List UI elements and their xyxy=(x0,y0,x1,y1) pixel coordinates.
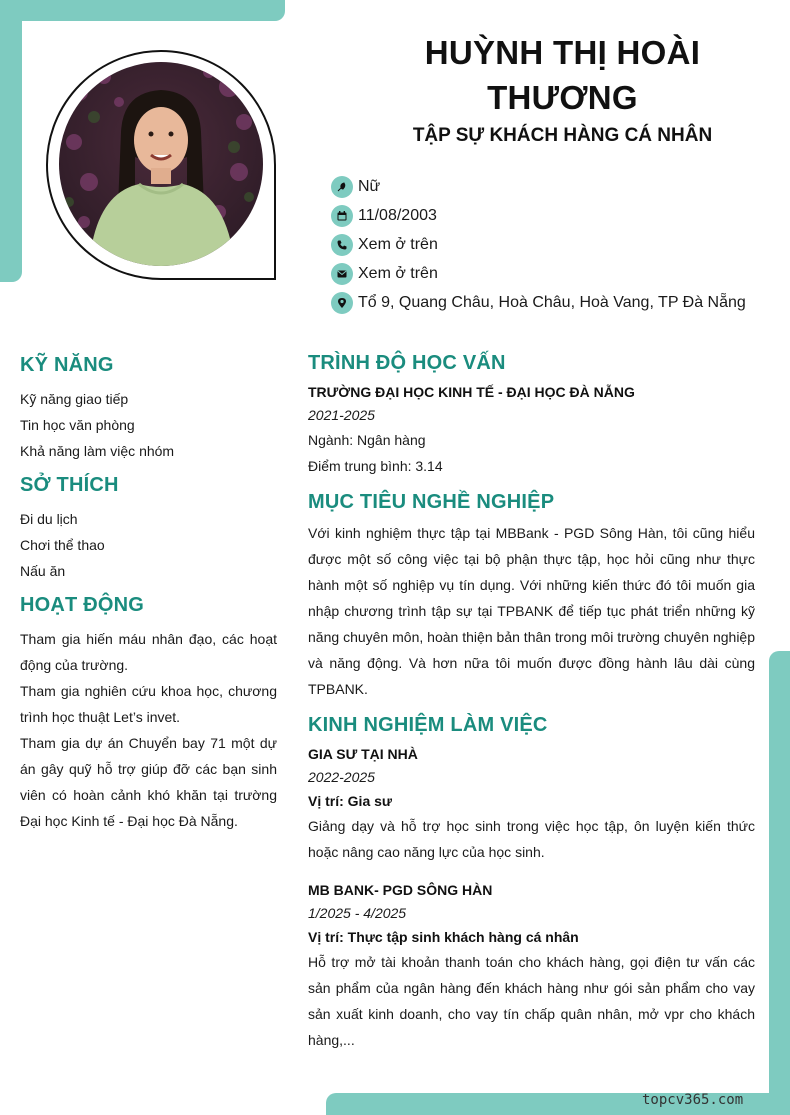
job-org: MB BANK- PGD SÔNG HÀN xyxy=(308,882,493,898)
decorative-bar-right xyxy=(769,651,790,1115)
education-period: 2021-2025 xyxy=(308,407,375,423)
skills-heading: KỸ NĂNG xyxy=(20,354,114,376)
skill-item: Tin học văn phòng xyxy=(20,417,135,433)
objective-heading: MỤC TIÊU NGHỀ NGHIỆP xyxy=(308,491,555,513)
job-entry xyxy=(308,879,755,1053)
contact-phone[interactable] xyxy=(331,230,746,259)
education-heading: TRÌNH ĐỘ HỌC VẤN xyxy=(308,352,506,374)
job-org: GIA SƯ TẠI NHÀ xyxy=(308,746,418,762)
job-title: TẬP SỰ KHÁCH HÀNG CÁ NHÂN xyxy=(412,125,713,146)
name-line-2: THƯƠNG xyxy=(487,79,638,116)
email-value: Xem ở trên xyxy=(358,264,438,282)
birthday-value: 11/08/2003 xyxy=(358,206,437,224)
education-section xyxy=(308,352,755,479)
location-icon xyxy=(331,292,353,314)
objective-section xyxy=(308,491,755,702)
candidate-name xyxy=(380,30,745,120)
objective-text: Với kinh nghiệm thực tập tại MBBank - PGD Sông Hàn, tôi cũng hiểu được một số công việc tại bộ phận thực tập, học hỏi cũng như thực hành một số nghiệp vụ tín dụng. Với những kiến thức đó tôi muốn gia nhập chương trình tập sự tại TPBANK để tiếp tục phát triển những kỹ năng chuyên môn, hoàn thiện bản thân trong môi trường chuyên nghiệp và năng động. Và hơn nữa tôi muốn được đồng hành lâu dài cùng TPBANK. xyxy=(308,525,755,697)
decorative-bar-left xyxy=(0,0,22,282)
job-period: 1/2025 - 4/2025 xyxy=(308,905,407,921)
job-entry xyxy=(308,743,755,865)
contact-email[interactable] xyxy=(331,259,746,288)
phone-icon xyxy=(331,234,353,256)
calendar-icon xyxy=(331,205,353,227)
hobby-item: Chơi thể thao xyxy=(20,537,105,553)
experience-section xyxy=(308,714,755,1053)
hobby-item: Nấu ăn xyxy=(20,563,66,579)
hobbies-heading: SỞ THÍCH xyxy=(20,474,119,496)
name-line-1: HUỲNH THỊ HOÀI xyxy=(424,34,701,71)
skill-item: Khả năng làm việc nhóm xyxy=(20,443,175,459)
hobby-item: Đi du lịch xyxy=(20,511,78,527)
decorative-bar-top xyxy=(0,0,285,21)
contact-birthday xyxy=(331,201,746,230)
education-gpa: Điểm trung bình: 3.14 xyxy=(308,458,443,474)
phone-value: Xem ở trên xyxy=(358,235,438,253)
skill-item: Kỹ năng giao tiếp xyxy=(20,391,129,407)
job-description: Giảng dạy và hỗ trợ học sinh trong việc học tập, ôn luyện kiến thức hoặc nâng cao năng lực của học sinh. xyxy=(308,818,755,860)
activity-item: Tham gia hiến máu nhân đạo, các hoạt động của trường. xyxy=(20,631,277,673)
contact-address xyxy=(331,288,746,317)
contact-list xyxy=(331,172,746,317)
right-column xyxy=(308,352,755,1065)
left-column xyxy=(20,354,277,844)
activity-item: Tham gia nghiên cứu khoa học, chương trình học thuật Let’s invet. xyxy=(20,683,277,725)
school-name: TRƯỜNG ĐẠI HỌC KINH TẾ - ĐẠI HỌC ĐÀ NẴNG xyxy=(308,384,635,400)
email-icon xyxy=(331,263,353,285)
education-major: Ngành: Ngân hàng xyxy=(308,432,426,448)
gender-value: Nữ xyxy=(358,177,381,195)
experience-heading: KINH NGHIỆM LÀM VIỆC xyxy=(308,714,548,736)
hobbies-section xyxy=(20,474,277,584)
activities-section xyxy=(20,594,277,834)
contact-gender xyxy=(331,172,746,201)
address-value: Tổ 9, Quang Châu, Hoà Châu, Hoà Vang, TP Đà Nẵng xyxy=(358,293,746,311)
job-role: Vị trí: Thực tập sinh khách hàng cá nhân xyxy=(308,929,579,945)
watermark: topcv365.com xyxy=(642,1092,744,1108)
profile-photo xyxy=(59,62,263,266)
job-description: Hỗ trợ mở tài khoản thanh toán cho khách hàng, gọi điện tư vấn các sản phẩm của ngân hàng đến khách hàng như gói sản phẩm cho vay sản xuất kinh doanh, cho vay tín chấp quân nhân, mở vpr cho khách hàng,... xyxy=(308,954,755,1048)
job-period: 2022-2025 xyxy=(308,769,375,785)
gender-icon xyxy=(331,176,353,198)
activities-heading: HOẠT ĐỘNG xyxy=(20,594,145,616)
job-role: Vị trí: Gia sư xyxy=(308,793,393,809)
activity-item: Tham gia dự án Chuyển bay 71 một dự án gây quỹ hỗ trợ giúp đỡ các bạn sinh viên có hoàn cảnh khó khăn tại trường Đại học Kinh tế - Đại học Đà Nẵng. xyxy=(20,735,277,829)
skills-section xyxy=(20,354,277,464)
